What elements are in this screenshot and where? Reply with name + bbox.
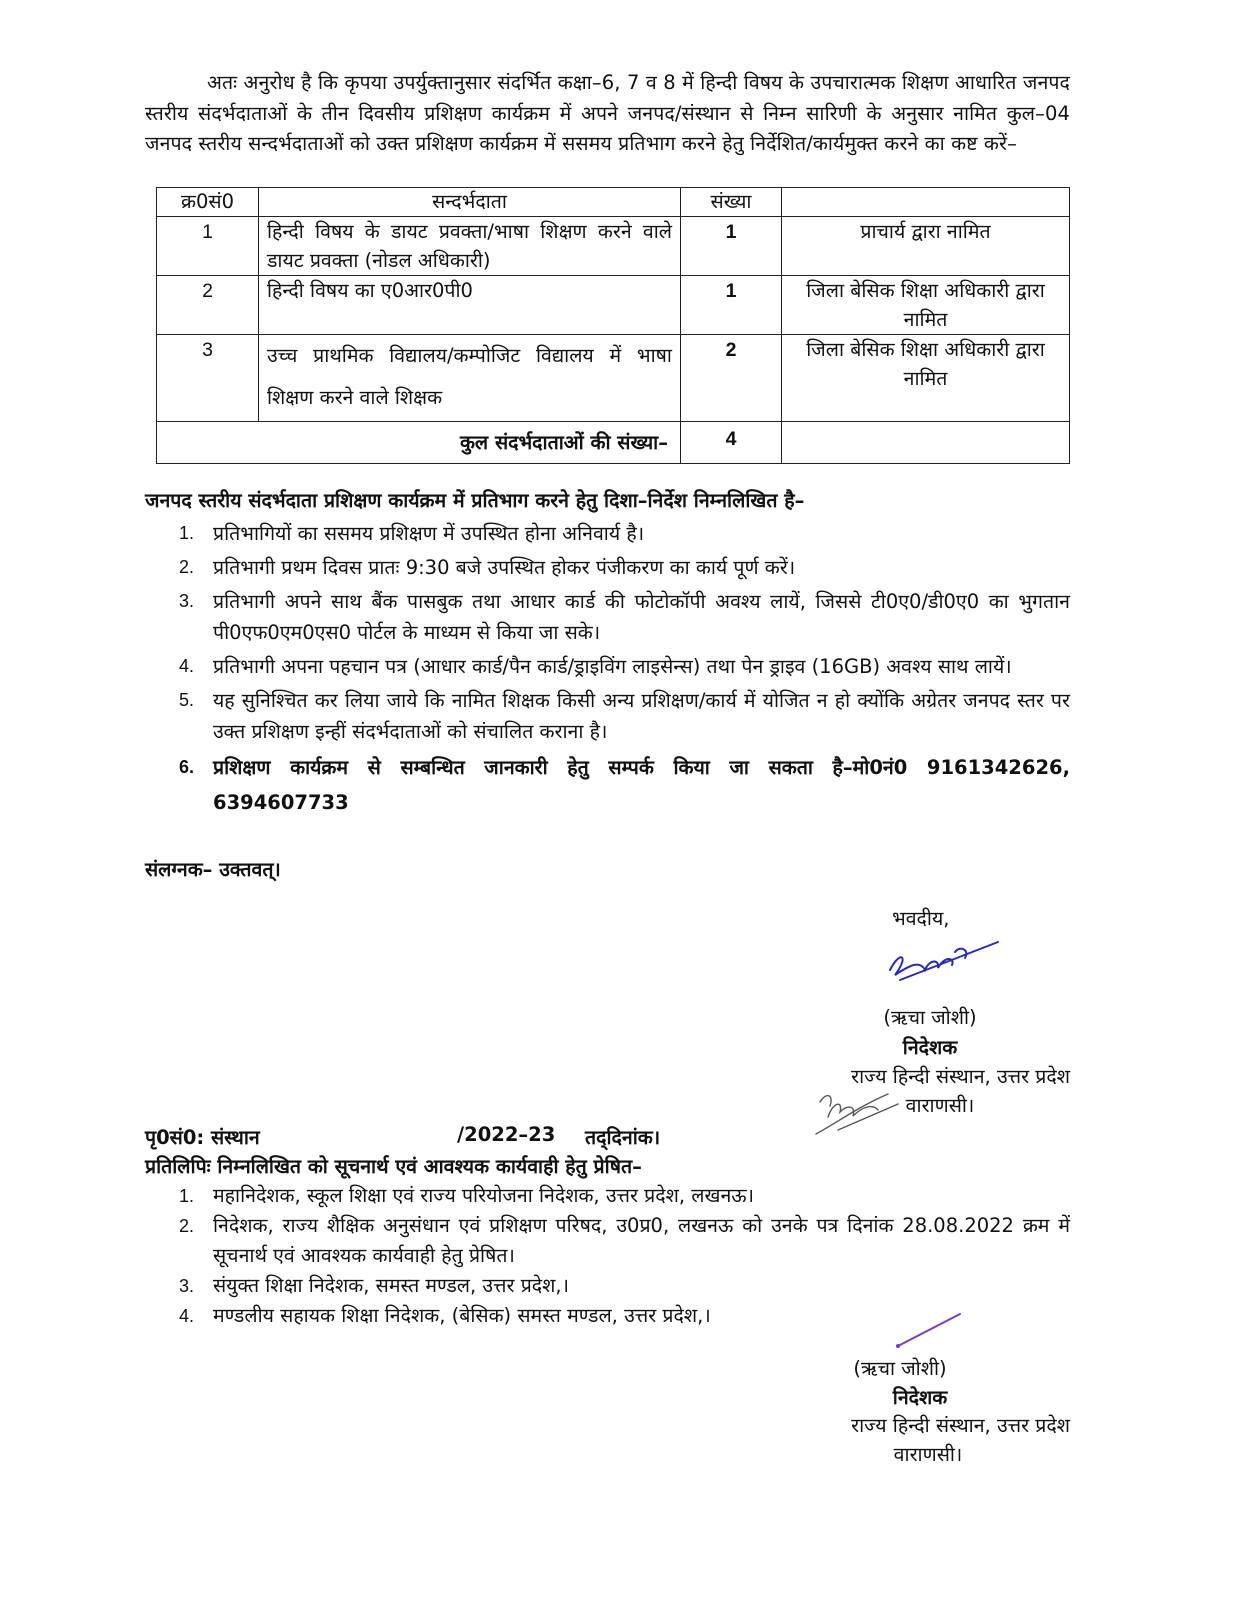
item-text: प्रशिक्षण कार्यक्रम से सम्बन्धित जानकारी हेतु सम्पर्क किया जा सकता है–मो0नं0 9161342626, 6394607733 xyxy=(213,756,1070,814)
table-header-row xyxy=(157,188,1070,217)
list-item xyxy=(145,586,1070,648)
header-person: सन्दर्भदाता xyxy=(259,188,681,217)
row-nominated-by: जिला बेसिक शिक्षा अधिकारी द्वारा नामित xyxy=(782,335,1070,422)
intro-paragraph: अतः अनुरोध है कि कृपया उपर्युक्तानुसार संदर्भित कक्षा–6, 7 व 8 में हिन्दी विषय के उपचारात्मक शिक्षण आधारित जनपद स्तरीय संदर्भदाताओं के तीन दिवसीय प्रशिक्षण कार्यक्रम में अपने जनपद/संस्थान से निम्न सारिणी के अनुसार नामित कुल–04 जनपद स्तरीय सन्दर्भदाताओं को उक्त प्रशिक्षण कार्यक्रम में ससमय प्रतिभाग करने हेतु निर्देशित/कार्यमुक्त करने का कष्ट करें– xyxy=(145,71,1070,155)
item-number: 2. xyxy=(179,557,195,577)
total-label: कुल संदर्भदाताओं की संख्या– xyxy=(157,422,681,464)
item-number: 3. xyxy=(179,1276,195,1296)
ref-number-label: पृ0सं0: संस्थान xyxy=(145,1126,260,1149)
header-serial: क्र0सं0 xyxy=(157,188,259,217)
table-row xyxy=(157,276,1070,335)
row-person: हिन्दी विषय का ए0आर0पी0 xyxy=(259,276,681,335)
enclosure-note: संलग्नक– उक्तवत्। xyxy=(145,858,281,881)
item-text: प्रतिभागियों का ससमय प्रशिक्षण में उपस्थित होना अनिवार्य है। xyxy=(213,522,645,545)
row-nominated-by: प्राचार्य द्वारा नामित xyxy=(782,217,1070,276)
header-remark xyxy=(782,188,1070,217)
item-number: 2. xyxy=(179,1216,195,1236)
copy-heading: प्रतिलिपिः निम्नलिखित को सूचनार्थ एवं आवश्यक कार्यवाही हेतु प्रेषित– xyxy=(145,1155,642,1178)
signatory-office: राज्य हिन्दी संस्थान, उत्तर प्रदेश xyxy=(851,1065,1070,1088)
item-number: 6. xyxy=(179,757,195,777)
signatory-designation-2: निदेशक xyxy=(892,1386,948,1409)
item-number: 3. xyxy=(179,591,195,611)
row-person: उच्च प्राथमिक विद्यालय/कम्पोजिट विद्यालय में भाषा शिक्षण करने वाले शिक्षक xyxy=(259,335,681,422)
header-count: संख्या xyxy=(681,188,782,217)
item-text: महानिदेशक, स्कूल शिक्षा एवं राज्य परियोजना निदेशक, उत्तर प्रदेश, लखनऊ। xyxy=(213,1184,754,1207)
item-number: 4. xyxy=(179,1306,195,1326)
signatory-office-2: राज्य हिन्दी संस्थान, उत्तर प्रदेश xyxy=(851,1414,1070,1437)
row-nominated-by: जिला बेसिक शिक्षा अधिकारी द्वारा नामित xyxy=(782,276,1070,335)
list-item xyxy=(145,552,1070,583)
table-row xyxy=(157,217,1070,276)
item-text: मण्डलीय सहायक शिक्षा निदेशक, (बेसिक) समस्त मण्डल, उत्तर प्रदेश,। xyxy=(213,1304,711,1327)
list-item xyxy=(145,750,1070,820)
list-item xyxy=(145,518,1070,549)
item-number: 1. xyxy=(179,523,195,543)
row-serial: 3 xyxy=(157,335,259,422)
item-number: 4. xyxy=(179,656,195,676)
signatory-name-2: (ऋचा जोशी) xyxy=(853,1357,947,1380)
resource-person-table xyxy=(156,187,1070,464)
row-count: 1 xyxy=(681,276,782,335)
total-remark xyxy=(782,422,1070,464)
signatory-city: वाराणसी। xyxy=(905,1094,975,1117)
item-text: संयुक्त शिक्षा निदेशक, समस्त मण्डल, उत्तर प्रदेश,। xyxy=(213,1274,570,1297)
initial-icon xyxy=(892,1308,967,1353)
table-row xyxy=(157,335,1070,422)
list-item xyxy=(145,685,1070,747)
row-serial: 2 xyxy=(157,276,259,335)
closing-salutation: भवदीय, xyxy=(892,907,950,930)
signatory-city-2: वाराणसी। xyxy=(893,1443,963,1466)
list-item xyxy=(145,1271,1070,1301)
item-text: प्रतिभागी प्रथम दिवस प्रातः 9:30 बजे उपस्थित होकर पंजीकरण का कार्य पूर्ण करें। xyxy=(213,556,796,579)
guidelines-heading: जनपद स्तरीय संदर्भदाता प्रशिक्षण कार्यक्रम में प्रतिभाग करने हेतु दिशा–निर्देश निम्नलिखित है– xyxy=(145,489,805,512)
list-item xyxy=(145,1181,1070,1211)
ref-date: तद्‌दिनांक। xyxy=(585,1126,661,1149)
row-serial: 1 xyxy=(157,217,259,276)
item-text: यह सुनिश्चित कर लिया जाये कि नामित शिक्षक किसी अन्य प्रशिक्षण/कार्य में योजित न हो क्योंकि अग्रेतर जनपद स्तर पर उक्त प्रशिक्षण इन्हीं संदर्भदाताओं को संचालित कराना है। xyxy=(213,689,1070,743)
row-count: 2 xyxy=(681,335,782,422)
row-count: 1 xyxy=(681,217,782,276)
item-number: 5. xyxy=(179,690,195,710)
table-total-row xyxy=(157,422,1070,464)
row-person: हिन्दी विषय के डायट प्रवक्ता/भाषा शिक्षण करने वाले डायट प्रवक्ता (नोडल अधिकारी) xyxy=(259,217,681,276)
signature-icon xyxy=(880,930,1010,1000)
item-text: निदेशक, राज्य शैक्षिक अनुसंधान एवं प्रशिक्षण परिषद, उ0प्र0, लखनऊ को उनके पत्र दिनांक 28.08.2022 क्रम में सूचनार्थ एवं आवश्यक कार्यवाही हेतु प्रेषित। xyxy=(213,1214,1070,1267)
item-number: 1. xyxy=(179,1186,195,1206)
ref-year: /2022–23 xyxy=(457,1123,556,1146)
list-item xyxy=(145,1211,1070,1271)
initial-stamp-icon xyxy=(808,1082,918,1142)
signatory-designation: निदेशक xyxy=(902,1036,958,1059)
item-text: प्रतिभागी अपने साथ बैंक पासबुक तथा आधार कार्ड की फोटोकॉपी अवश्य लायें, जिससे टी0ए0/डी0ए0 का भुगतान पी0एफ0एम0एस0 पोर्टल के माध्यम से किया जा सके। xyxy=(213,590,1070,644)
item-text: प्रतिभागी अपना पहचान पत्र (आधार कार्ड/पैन कार्ड/ड्राइविंग लाइसेन्स) तथा पेन ड्राइव (16GB) अवश्य साथ लायें। xyxy=(213,655,1012,678)
list-item xyxy=(145,651,1070,682)
guidelines-list xyxy=(145,518,1070,823)
total-value: 4 xyxy=(681,422,782,464)
signatory-name: (ऋचा जोशी) xyxy=(883,1006,977,1029)
